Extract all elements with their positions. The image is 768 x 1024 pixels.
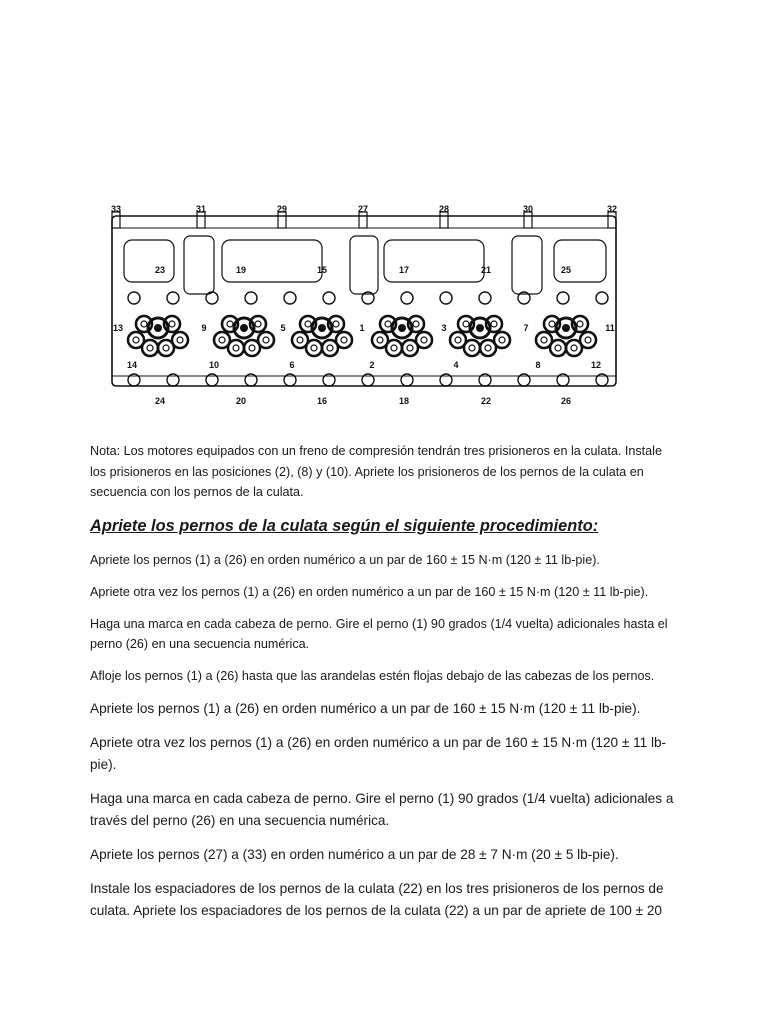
bolt-label-upper: 25: [560, 265, 572, 275]
bolt-hole: [128, 292, 140, 304]
bolt-label-lower: 2: [369, 360, 375, 370]
bolt-label-middle: 7: [523, 323, 529, 333]
stud: [278, 212, 286, 228]
bolt-hole: [167, 292, 179, 304]
note-paragraph: Nota: Los motores equipados con un freno de compresión tendrán tres prisioneros en la culata. Instale los prisioneros en las posiciones (2), (8) y (10). Apriete los prisioneros de los pernos de la culata en secuencia con los pernos de la culata.: [90, 444, 662, 499]
bolt-label-middle: 9: [201, 323, 207, 333]
bolt-hole: [557, 292, 569, 304]
instructions: [90, 441, 676, 934]
bolt-label-lower: 12: [590, 360, 602, 370]
bolt-label-middle: 3: [441, 323, 447, 333]
bolt-label-bottom: 20: [235, 396, 247, 406]
stud: [524, 212, 532, 228]
bolt-label-bottom: 16: [316, 396, 328, 406]
bolt-label-upper: 17: [398, 265, 410, 275]
bolt-label-upper: 15: [316, 265, 328, 275]
bolt-label-lower: 14: [126, 360, 138, 370]
bolt-hole: [401, 292, 413, 304]
bolt-hole: [440, 292, 452, 304]
bolt-label-upper: 19: [235, 265, 247, 275]
bolt-label-top: 33: [110, 204, 122, 214]
valve-cluster: [536, 316, 596, 356]
bolt-label-bottom: 26: [560, 396, 572, 406]
bolt-label-top: 30: [522, 204, 534, 214]
valve-cluster: [214, 316, 274, 356]
bolt-label-middle: 1: [359, 323, 365, 333]
bolt-hole: [245, 292, 257, 304]
bolt-label-top: 27: [357, 204, 369, 214]
bolt-label-upper: 21: [480, 265, 492, 275]
bolt-label-lower: 6: [289, 360, 295, 370]
bolt-label-middle: 13: [112, 323, 124, 333]
cylinder-head-bolt-diagram: [104, 198, 624, 412]
step-3: Haga una marca en cada cabeza de perno. Gire el perno (1) 90 grados (1/4 vuelta) adicionales hasta el perno (26) en una secuencia numérica.: [90, 616, 668, 651]
bolt-label-top: 32: [606, 204, 618, 214]
valve-cluster: [450, 316, 510, 356]
bolt-label-bottom: 18: [398, 396, 410, 406]
bolt-label-middle: 5: [280, 323, 286, 333]
bolt-label-top: 28: [438, 204, 450, 214]
step-5: Apriete los pernos (1) a (26) en orden numérico a un par de 160 ± 15 N·m (120 ± 11 lb-pie).: [90, 700, 641, 716]
bolt-label-lower: 4: [453, 360, 459, 370]
step-7: Haga una marca en cada cabeza de perno. Gire el perno (1) 90 grados (1/4 vuelta) adicionales a través del perno (26) en una secuencia numérica.: [90, 790, 674, 828]
step-8: Apriete los pernos (27) a (33) en orden numérico a un par de 28 ± 7 N·m (20 ± 5 lb-pie).: [90, 846, 619, 862]
step-2: Apriete otra vez los pernos (1) a (26) en orden numérico a un par de 160 ± 15 N·m (120 ± 11 lb-pie).: [90, 584, 649, 599]
valve-cluster: [372, 316, 432, 356]
bolt-label-bottom: 24: [154, 396, 166, 406]
stud: [440, 212, 448, 228]
step-9: Instale los espaciadores de los pernos de la culata (22) en los tres prisioneros de los pernos de culata. Apriete los espaciadores de los pernos de la culata (22) a un par de apriete de 100 ± 20: [90, 880, 664, 918]
bolt-hole: [323, 292, 335, 304]
step-1: Apriete los pernos (1) a (26) en orden numérico a un par de 160 ± 15 N·m (120 ± 11 lb-pie).: [90, 552, 600, 567]
bolt-label-upper: 23: [154, 265, 166, 275]
bolt-label-lower: 10: [208, 360, 220, 370]
procedure-heading: Apriete los pernos de la culata según el siguiente procedimiento:: [90, 516, 599, 535]
bolt-label-lower: 8: [535, 360, 541, 370]
bolt-hole: [596, 292, 608, 304]
bolt-hole: [284, 292, 296, 304]
stud: [359, 212, 367, 228]
bolt-hole: [206, 292, 218, 304]
bolt-label-bottom: 22: [480, 396, 492, 406]
stud: [197, 212, 205, 228]
bolt-label-top: 29: [276, 204, 288, 214]
step-4: Afloje los pernos (1) a (26) hasta que las arandelas estén flojas debajo de las cabezas de los pernos.: [90, 668, 655, 683]
valve-cluster: [128, 316, 188, 356]
stud: [112, 212, 120, 228]
step-6: Apriete otra vez los pernos (1) a (26) en orden numérico a un par de 160 ± 15 N·m (120 ± 11 lb-pie).: [90, 734, 667, 772]
bolt-hole: [479, 292, 491, 304]
valve-cluster: [292, 316, 352, 356]
stud: [608, 212, 616, 228]
bolt-label-top: 31: [195, 204, 207, 214]
bolt-label-middle: 11: [605, 323, 615, 333]
